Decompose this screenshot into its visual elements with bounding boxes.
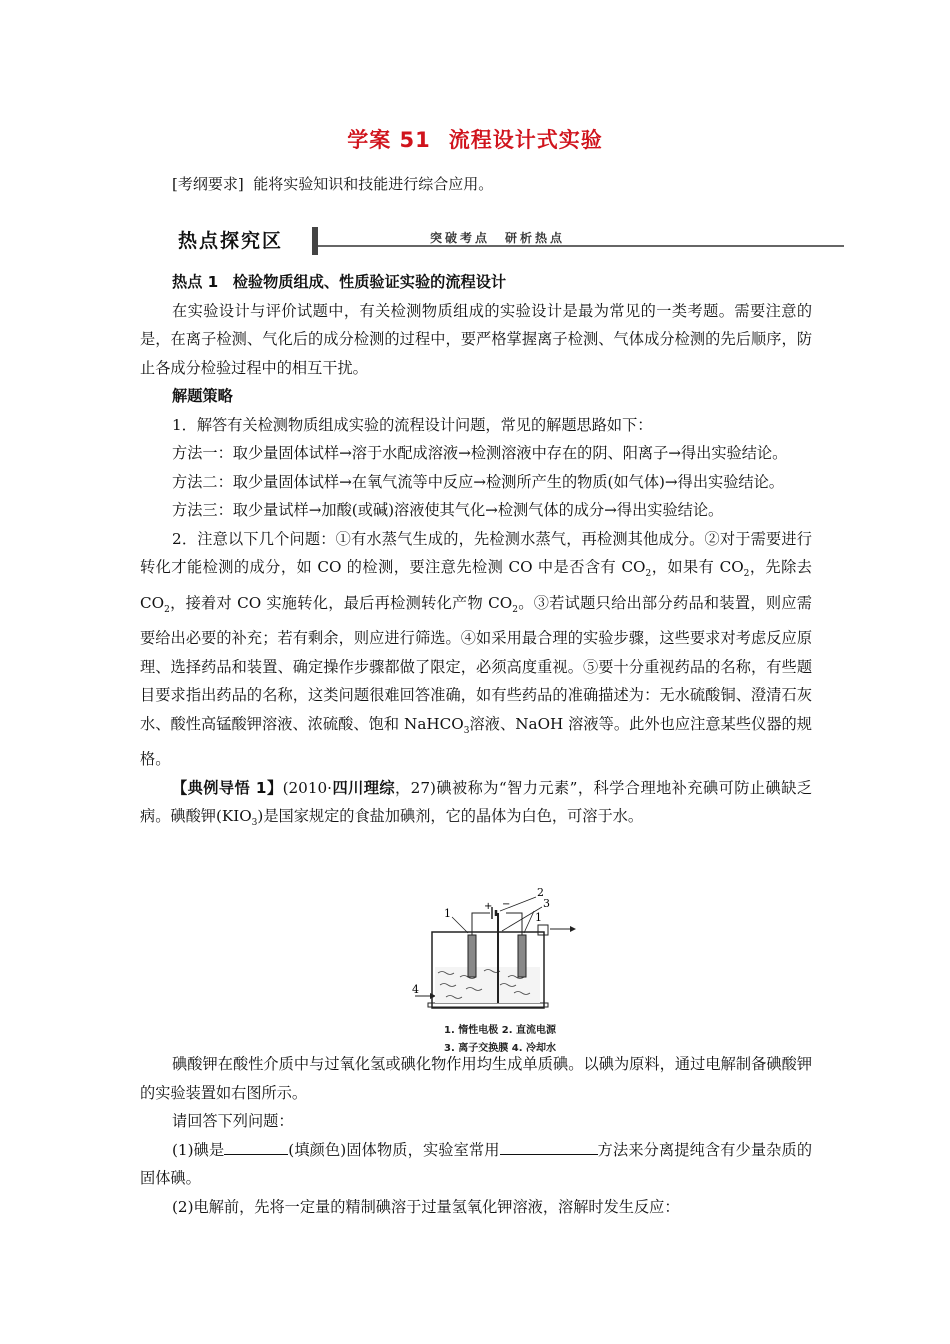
- fig-label-minus: −: [502, 899, 511, 910]
- hotspot-heading: [140, 268, 812, 297]
- example-paragraph: 【典例导悟 1】(2010·四川理综，27)碘被称为“智力元素”，科学合理地补充碘可防止碘缺乏病。碘酸钾$(KIO_3)$是国家规定的食盐加碘剂，它的晶体为白色，可溶于水。: [140, 778, 813, 829]
- electrolysis-apparatus: [410, 885, 590, 1020]
- method-1: 方法一：取少量固体试样→溶于水配成溶液→检测溶液中存在的阴、阳离子→得出实验结论。: [172, 444, 788, 462]
- title-text: 流程设计式实验: [448, 128, 603, 152]
- page-title: [0, 124, 950, 154]
- question-1: (1)碘是 (填颜色)固体物质，实验室常用 方法来分离提纯含有少量杂质的固体碘。: [140, 1136, 812, 1193]
- question-2: (2)电解前，先将一定量的精制碘溶于过量氢氧化钾溶液，溶解时发生反应：: [172, 1197, 680, 1216]
- example-label: 【典例导悟 1】: [172, 778, 283, 797]
- answer-blank-method[interactable]: [500, 1136, 598, 1155]
- body-top: [140, 268, 812, 838]
- banner-title-box: [172, 227, 318, 255]
- figure-caption-2: 3. 离子交换膜 4. 冷却水: [444, 1043, 556, 1054]
- title-number: 学案 51: [347, 128, 431, 152]
- requirement-text: 能将实验知识和技能进行综合应用。: [253, 175, 494, 193]
- hotspot-title: 检验物质组成、性质验证实验的流程设计: [232, 273, 507, 291]
- exam-requirement: [172, 173, 493, 194]
- intro-paragraph: 在实验设计与评价试题中，有关检测物质组成的实验设计是最为常见的一类考题。需要注意的是，在离子检测、气化后的成分检测的过程中，要严格掌握离子检测、气体成分检测的先后顺序，防止各成分检验过程中的相互干扰。: [140, 301, 812, 377]
- strategy-title: 解题策略: [172, 387, 233, 405]
- item-1: 1．解答有关检测物质组成实验的流程设计问题，常见的解题思路如下：: [172, 415, 653, 434]
- item-2: 2．注意以下几个问题：①有水蒸气生成的，先检测水蒸气，再检测其他成分。②对于需要进行转化才能检测的成分，如 CO 的检测，要注意先检测 CO 中是否含有 $CO_2$，如果有 $CO_2$，先除去 $CO_2$，接着对 CO 实施转化，最后再检测转化产物 $CO_2$。③若试题只给出部分药品和装置，则应需要给出必要的补充；若有剩余，则应进行筛选。④如采用最合理的实验步骤，这些要求对考虑反应原理、选择药品和装置、确定操作步骤都做了限定，必须高度重视。⑤要十分重视药品的名称，有些题目要求指出药品的名称，这类问题很难回答准确，如有些药品的准确描述为：无水硫酸铜、澄清石灰水、酸性高锰酸钾溶液、浓硫酸、饱和 NaHCO$_3$溶液、NaOH 溶液等。此外也应注意某些仪器的规格。: [140, 529, 812, 769]
- section-banner: [172, 225, 844, 259]
- fig-label-3: 3: [543, 897, 550, 910]
- fig-label-4: 4: [412, 983, 419, 996]
- fig-label-1-left: 1: [444, 907, 451, 920]
- electrolysis-figure: [410, 885, 590, 1055]
- answer-blank-color[interactable]: [224, 1136, 288, 1155]
- fig-label-2: 2: [537, 886, 544, 899]
- ask-line: 请回答下列问题：: [172, 1112, 294, 1130]
- after-figure-paragraph: 碘酸钾在酸性介质中与过氧化氢或碘化物作用均生成单质碘。以碘为原料，通过电解制备碘酸钾的实验装置如右图所示。: [140, 1055, 812, 1102]
- fig-label-1-right: 1: [535, 911, 542, 924]
- banner-title: 热点探究区: [178, 230, 284, 252]
- fig-label-plus: +: [484, 901, 493, 912]
- banner-subtitle: 突破考点 研析热点: [430, 231, 566, 245]
- requirement-label: [考纲要求]: [172, 175, 244, 193]
- method-2: 方法二：取少量固体试样→在氧气流等中反应→检测所产生的物质(如气体)→得出实验结论。: [172, 472, 784, 491]
- method-3: 方法三：取少量试样→加酸(或碱)溶液使其气化→检测气体的成分→得出实验结论。: [172, 501, 724, 519]
- banner-rule: [318, 245, 844, 247]
- figure-caption-1: 1. 惰性电极 2. 直流电源: [444, 1025, 556, 1036]
- hotspot-label: 热点 1: [172, 273, 219, 291]
- body-bottom: [140, 1050, 812, 1221]
